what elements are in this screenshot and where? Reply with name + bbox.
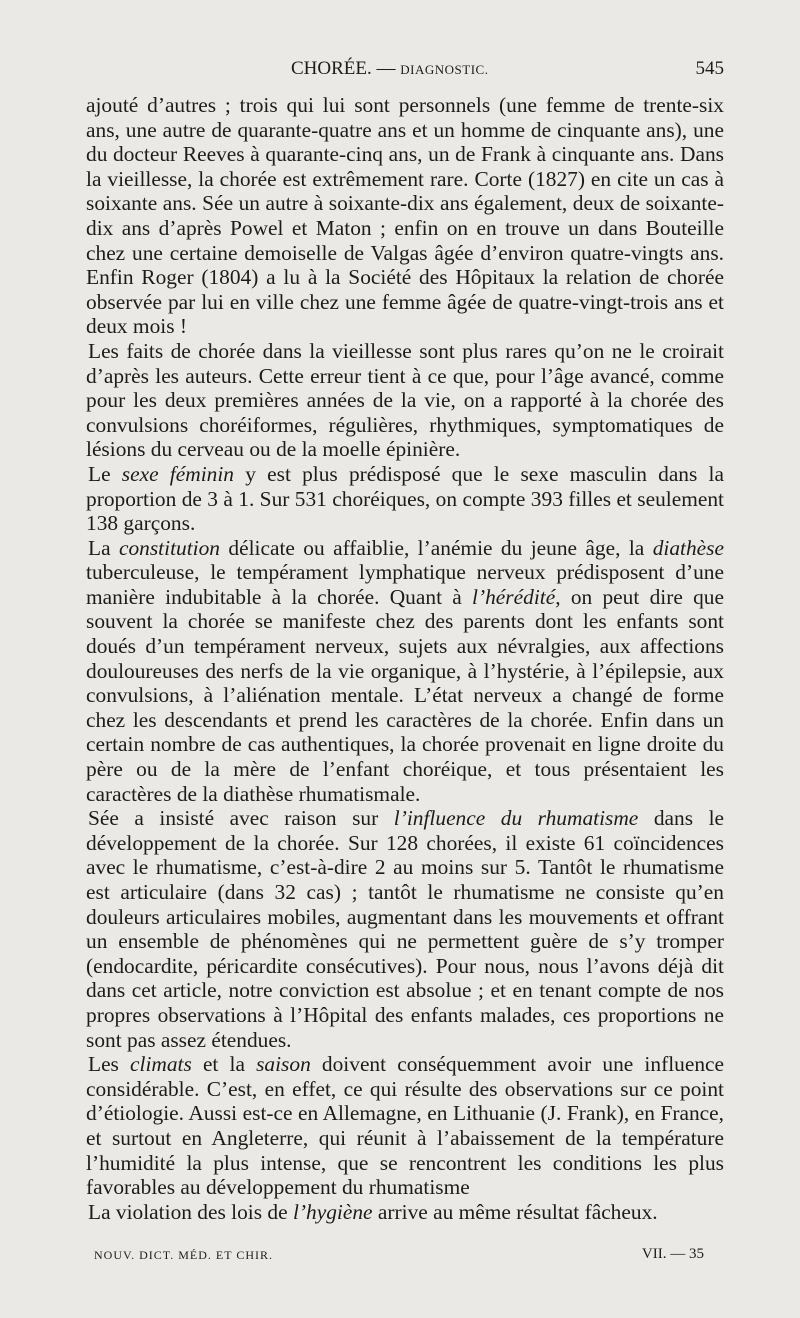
text-run: tuberculeuse, le tempérament lymphatique nerveux prédisposent d’une manière indubitable à la chorée. Quant à	[86, 560, 724, 609]
footer-signature: VII. — 35	[641, 1246, 704, 1262]
text-run: y est plus prédisposé que le sexe masculin dans la proportion de 3 à 1. Sur 531 choréiques, on compte 393 filles et seulement 138 garçons.	[86, 461, 724, 536]
paragraph-6	[86, 1052, 724, 1200]
italic-term: climats	[130, 1052, 192, 1077]
page-number: 545	[695, 58, 724, 79]
text-run: dans le développement de la chorée. Sur 128 chorées, il existe 61 coïncidences avec le rhumatisme, c’est-à-dire 2 au moins sur 5. Tantôt le rhumatisme est articulaire (dans 32 cas) ; tantôt le rhumatisme ne consiste qu’en douleurs articulaires mobiles, augmentant dans les mouvements et offrant un ensemble de phénomènes qui ne permettent guère de s’y tromper (endocardite, péricardite consécutives). Pour nous, nous l’avons déjà dit dans cet article, notre conviction est absolue ; et en tenant compte de nos propres observations à l’Hôpital des enfants malades, ces proportions ne sont pas assez étendues.	[86, 806, 725, 1052]
text-run: La violation des lois de	[88, 1199, 293, 1224]
text-run: Les	[88, 1052, 131, 1077]
text-run: ajouté d’autres ; trois qui lui sont personnels (une femme de trente-six ans, une autre de quarante-quatre ans et un homme de cinquante ans), une du docteur Reeves à quarante-cinq ans, un de Frank à cinquante ans. Dans la vieillesse, la chorée est extrêmement rare. Corte (1827) en cite un cas à soixante ans. Sée un autre à soixante-dix ans également, deux de soixante-dix ans d’après Powel et Maton ; enfin on en trouve un dans Bouteille chez une certaine demoiselle de Valgas âgée d’environ quatre-vingts ans. Enfin Roger (1804) a lu à la Société des Hôpitaux la relation de chorée observée par lui en ville chez une femme âgée de quatre-vingt-trois ans et deux mois !	[86, 93, 724, 339]
paragraph-7	[86, 1200, 724, 1225]
paragraph-1	[86, 93, 724, 339]
italic-term: l’influence du rhumatisme	[393, 806, 639, 831]
italic-term: l’hygiène	[292, 1199, 373, 1224]
text-run: La	[88, 535, 119, 560]
paragraph-2	[86, 339, 724, 462]
text-run: et la	[191, 1052, 257, 1077]
italic-term: l’hérédité	[472, 584, 556, 609]
paragraph-3	[86, 462, 724, 536]
text-run: Sée a insisté avec raison sur	[88, 806, 394, 831]
running-title-main: CHORÉE. —	[291, 58, 401, 79]
page-footer	[94, 1248, 704, 1263]
italic-term: diathèse	[652, 535, 724, 560]
page-header	[86, 58, 724, 88]
running-subtitle: DIAGNOSTIC.	[400, 62, 489, 77]
italic-term: sexe féminin	[121, 461, 234, 486]
running-title	[291, 58, 488, 80]
paragraph-4	[86, 536, 724, 807]
text-run: délicate ou affaiblie, l’anémie du jeune âge, la	[219, 535, 653, 560]
text-run: arrive au même résultat fâcheux.	[372, 1199, 658, 1224]
text-run: Le	[88, 461, 122, 486]
paragraph-5	[86, 806, 724, 1052]
italic-term: constitution	[118, 535, 220, 560]
italic-term: saison	[256, 1052, 311, 1077]
body-text	[86, 93, 724, 1224]
text-run: , on peut dire que souvent la chorée se manifeste chez des parents dont les enfants sont doués d’un tempérament nerveux, sujets aux névralgies, aux affections douloureuses des nerfs de la vie organique, à l’hystérie, à l’épilepsie, aux convulsions, à l’aliénation mentale. L’état nerveux a changé de forme chez les descendants et prend les caractères de la chorée. Enfin dans un certain nombre de cas authentiques, la chorée provenait en ligne droite du père ou de la mère de l’enfant choréique, et tous présentaient les caractères de la diathèse rhumatismale.	[86, 584, 724, 806]
footer-collection: NOUV. DICT. MÉD. ET CHIR.	[94, 1248, 274, 1262]
text-run: doivent conséquemment avoir une influence considérable. C’est, en effet, ce qui résulte des observations sur ce point d’étiologie. Aussi est-ce en Allemagne, en Lithuanie (J. Frank), en France, et surtout en Angleterre, qui réunit à l’abaissement de la température l’humidité la plus intense, que se rencontrent les conditions les plus favorables au développement du rhumatisme	[86, 1052, 725, 1200]
text-run: Les faits de chorée dans la vieillesse sont plus rares qu’on ne le croirait d’après les auteurs. Cette erreur tient à ce que, pour l’âge avancé, comme pour les deux premières années de la vie, on a rapporté à la chorée des convulsions choréiformes, régulières, rhythmiques, symptomatiques de lésions du cerveau ou de la moelle épinière.	[86, 338, 724, 462]
